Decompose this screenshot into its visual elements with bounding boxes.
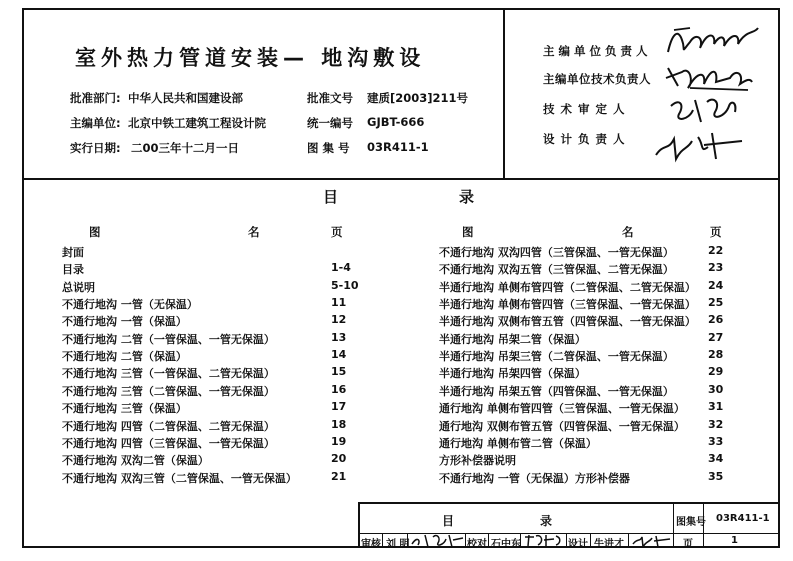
approval-dept-value: 中华人民共和国建设部 xyxy=(128,91,243,105)
toc-entry-name: 不通行地沟 三管（保温） xyxy=(62,402,187,416)
effective-date-value: 二00三年十二月一日 xyxy=(131,141,240,155)
toc-entry-name: 不通行地沟 一管（无保温）方形补偿器 xyxy=(439,471,630,485)
toc-entry-name: 半通行地沟 吊架四管（保温） xyxy=(439,367,586,381)
approval-number-value: 建质[2003]211号 xyxy=(367,91,469,105)
toc-entry-name: 半通行地沟 双侧布管五管（四管保温、一管无保温） xyxy=(439,315,696,329)
review-name: 刘 明 xyxy=(386,539,410,550)
toc-row xyxy=(439,400,748,417)
toc-entry-page: 25 xyxy=(708,296,724,310)
chief-tech-editor-label: 主编单位技术负责人 xyxy=(543,72,651,86)
chief-editor-label: 主编单位负责人 xyxy=(543,44,652,58)
toc-entry-page: 33 xyxy=(708,434,724,448)
toc-entry-page: 5-10 xyxy=(331,278,359,292)
signature-tech-approver xyxy=(665,92,745,128)
toc-row xyxy=(439,418,748,435)
left-col-header-name: 名 xyxy=(248,225,260,239)
signature-design-lead xyxy=(648,125,748,165)
toc-row xyxy=(62,470,371,487)
title-block-cell-c xyxy=(465,533,466,547)
design-name: 牛进才 xyxy=(594,539,624,550)
title-block-left-border xyxy=(358,502,360,547)
atlas-number-label: 图 集 号 xyxy=(307,141,350,155)
toc-entry-name: 半通行地沟 吊架五管（四管保温、一管无保温） xyxy=(439,384,674,398)
toc-entry-page: 20 xyxy=(331,452,347,466)
toc-entry-name: 目录 xyxy=(62,263,84,277)
toc-row xyxy=(439,435,748,452)
check-label: 校对 xyxy=(467,539,487,550)
toc-row xyxy=(62,400,371,417)
signature-designer xyxy=(630,532,674,548)
toc-entry-page: 31 xyxy=(708,400,724,414)
toc-entry-page: 23 xyxy=(708,261,724,275)
approval-number-label: 批准文号 xyxy=(307,91,353,105)
toc-entry-page: 34 xyxy=(708,452,724,466)
toc-row xyxy=(62,261,371,278)
signature-reviewer xyxy=(409,532,465,548)
toc-entry-name: 不通行地沟 二管（一管保温、一管无保温） xyxy=(62,332,275,346)
toc-row xyxy=(439,348,748,365)
toc-entry-name: 方形补偿器说明 xyxy=(439,454,516,468)
toc-row xyxy=(62,348,371,365)
toc-row xyxy=(439,244,748,261)
toc-entry-page: 11 xyxy=(331,296,347,310)
atlas-number-value-cell: 03R411-1 xyxy=(716,513,770,524)
title-block-name-left: 目 xyxy=(442,514,455,528)
toc-entry-page: 32 xyxy=(708,417,724,431)
editor-unit-label: 主编单位: xyxy=(70,116,121,130)
toc-row xyxy=(62,279,371,296)
toc-entry-page: 17 xyxy=(331,400,347,414)
toc-row xyxy=(62,296,371,313)
title-block-top-border xyxy=(358,502,780,504)
toc-entry-page: 15 xyxy=(331,365,347,379)
title-block-name-right: 录 xyxy=(540,514,553,528)
tech-approver-label: 技 术 审 定 人 xyxy=(543,102,626,116)
toc-entry-name: 半通行地沟 单侧布管四管（二管保温、二管无保温） xyxy=(439,280,696,294)
toc-row xyxy=(439,261,748,278)
review-label: 审核 xyxy=(361,539,381,550)
right-col-header-page: 页 xyxy=(710,225,722,239)
toc-entry-page: 19 xyxy=(331,434,347,448)
toc-row xyxy=(439,279,748,296)
toc-row xyxy=(62,435,371,452)
toc-entry-page: 14 xyxy=(331,348,347,362)
header-vertical-divider xyxy=(503,8,505,179)
page-label-cell: 页 xyxy=(683,539,693,550)
atlas-number-value: 03R411-1 xyxy=(367,140,429,154)
toc-entry-name: 不通行地沟 一管（无保温） xyxy=(62,298,198,312)
approval-dept-label: 批准部门: xyxy=(70,91,121,105)
toc-entry-name: 通行地沟 单侧布管二管（保温） xyxy=(439,436,597,450)
toc-entry-name: 不通行地沟 双沟二管（保温） xyxy=(62,454,209,468)
toc-entry-page: 22 xyxy=(708,244,724,257)
toc-entry-page: 29 xyxy=(708,365,724,379)
toc-entry-name: 半通行地沟 吊架三管（二管保温、一管无保温） xyxy=(439,350,674,364)
toc-row xyxy=(439,296,748,313)
toc-entry-name: 半通行地沟 吊架二管（保温） xyxy=(439,332,586,346)
toc-entry-page: 30 xyxy=(708,382,724,396)
toc-entry-name: 不通行地沟 二管（保温） xyxy=(62,350,187,364)
toc-entry-name: 不通行地沟 双沟四管（三管保温、一管无保温） xyxy=(439,246,674,259)
toc-row xyxy=(439,383,748,400)
unified-number-value: GJBT-666 xyxy=(367,115,425,129)
check-name: 石中东 xyxy=(491,539,521,550)
unified-number-label: 统一编号 xyxy=(307,116,353,130)
toc-entry-page: 24 xyxy=(708,278,724,292)
toc-entry-page: 18 xyxy=(331,417,347,431)
left-col-header-drawing: 图 xyxy=(89,225,101,239)
toc-row xyxy=(62,313,371,330)
signature-chief-editor xyxy=(660,20,765,60)
toc-title-right: 录 xyxy=(459,188,475,206)
toc-entry-name: 通行地沟 单侧布管四管（三管保温、一管无保温） xyxy=(439,402,685,416)
right-col-header-name: 名 xyxy=(622,225,634,239)
toc-row xyxy=(62,452,371,469)
toc-row xyxy=(62,418,371,435)
toc-entry-name: 不通行地沟 双沟五管（三管保温、二管无保温） xyxy=(439,263,674,277)
toc-row xyxy=(62,383,371,400)
toc-row xyxy=(62,365,371,382)
toc-row xyxy=(439,470,748,487)
toc-row xyxy=(62,331,371,348)
design-lead-label: 设 计 负 责 人 xyxy=(543,132,626,146)
toc-entry-page: 28 xyxy=(708,348,724,362)
toc-entry-name: 封面 xyxy=(62,246,84,259)
toc-row xyxy=(62,244,371,261)
title-block-cell-g xyxy=(590,533,591,547)
effective-date-label: 实行日期: xyxy=(70,141,121,155)
toc-entry-name: 半通行地沟 单侧布管四管（三管保温、一管无保温） xyxy=(439,298,696,312)
left-col-header-page: 页 xyxy=(331,225,343,239)
toc-entry-page: 35 xyxy=(708,469,724,483)
toc-entry-name: 不通行地沟 三管（一管保温、二管无保温） xyxy=(62,367,275,381)
toc-title-left: 目 xyxy=(323,188,339,206)
toc-entry-page: 13 xyxy=(331,330,347,344)
toc-entry-page: 12 xyxy=(331,313,347,327)
toc-row xyxy=(439,452,748,469)
design-label: 设计 xyxy=(568,539,588,550)
atlas-number-label-cell: 图集号 xyxy=(676,517,706,528)
toc-entry-page: 1-4 xyxy=(331,261,351,275)
signature-chief-tech-editor xyxy=(660,58,755,94)
signature-checker xyxy=(522,532,566,548)
title-block-cell-a xyxy=(382,533,383,547)
right-col-header-drawing: 图 xyxy=(462,225,474,239)
toc-entry-name: 总说明 xyxy=(62,280,95,294)
editor-unit-value: 北京中铁工建筑工程设计院 xyxy=(128,116,266,130)
toc-entry-name: 不通行地沟 四管（二管保温、二管无保温） xyxy=(62,419,275,433)
title-block-cell-d xyxy=(488,533,489,547)
toc-entry-name: 不通行地沟 一管（保温） xyxy=(62,315,187,329)
toc-entry-page: 16 xyxy=(331,382,347,396)
title-block-cell-h xyxy=(628,533,629,547)
atlas-title: 室外热力管道安装— 地沟敷设 xyxy=(75,46,426,70)
page-value-cell: 1 xyxy=(731,535,738,546)
toc-entry-page: 21 xyxy=(331,469,347,483)
toc-entry-page: 27 xyxy=(708,330,724,344)
title-block-cell-f xyxy=(566,533,567,547)
toc-entry-name: 通行地沟 双侧布管五管（四管保温、一管无保温） xyxy=(439,419,685,433)
toc-entry-page: 26 xyxy=(708,313,724,327)
header-divider xyxy=(22,178,780,180)
toc-entry-name: 不通行地沟 四管（三管保温、一管无保温） xyxy=(62,436,275,450)
toc-row xyxy=(439,313,748,330)
toc-entry-name: 不通行地沟 双沟三管（二管保温、一管无保温） xyxy=(62,471,297,485)
toc-row xyxy=(439,331,748,348)
toc-row xyxy=(439,365,748,382)
toc-entry-name: 不通行地沟 三管（二管保温、一管无保温） xyxy=(62,384,275,398)
